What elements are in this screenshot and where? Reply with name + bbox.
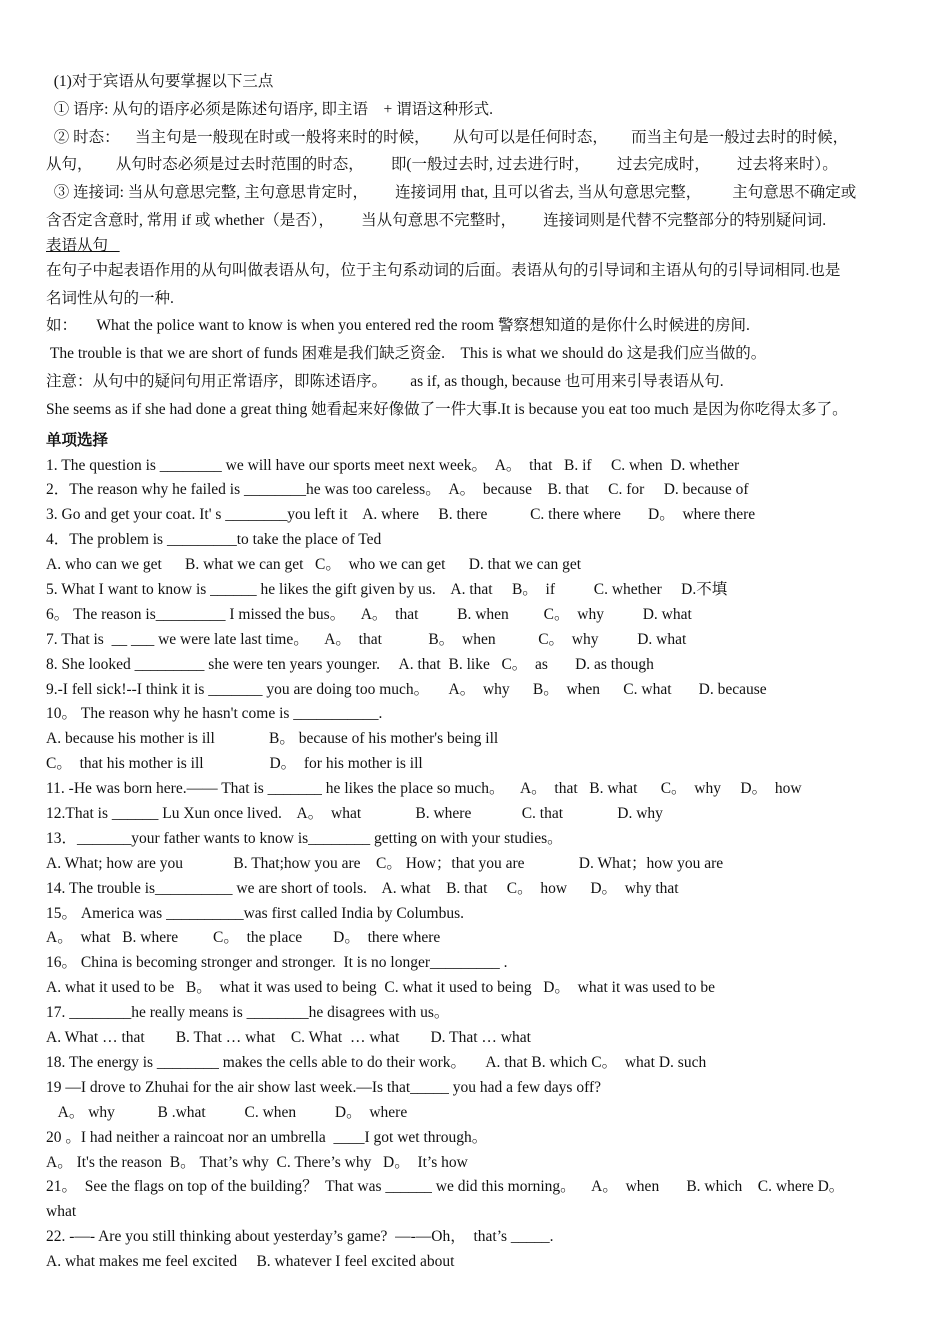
question-line: 15。 America was __________was first called India by Columbus.	[46, 904, 464, 922]
question-line: 19 —I drove to Zhuhai for the air show last week.—Is that_____ you had a few days off?	[46, 1078, 601, 1096]
intro-line: (1)对于宾语从句要掌握以下三点	[46, 73, 274, 90]
body-line: 名词性从句的一种.	[46, 289, 174, 307]
intro-block	[46, 68, 908, 235]
question-line: 4．The problem is _________to take the place of Ted	[46, 531, 382, 549]
question-line: 8. She looked _________ she were ten years younger. A. that B. like C。 as D. as though	[46, 655, 654, 673]
body-line: 注意：从句中的疑问句用正常语序，即陈述语序。 as if, as though, because 也可用来引导表语从句.	[46, 372, 724, 390]
body-line: The trouble is that we are short of funds 困难是我们缺乏资金. This is what we should do 这是我们应当做的。	[46, 345, 767, 363]
question-line: 21。 See the flags on top of the building？ That was ______ we did this morning。 A。 when B. which C. where D。	[46, 1178, 845, 1196]
question-line: 13．_______your father wants to know is________ getting on with your studies。	[46, 829, 563, 847]
question-line: 5. What I want to know is ______ he likes the gift given by us. A. that B。 if C. whether D.不填	[46, 581, 728, 599]
question-line: 3. Go and get your coat. It' s ________you left it A. where B. there C. there where D。 where there	[46, 506, 756, 524]
intro-line: ③ 连接词: 当从句意思完整, 主句意思肯定时， 连接词用 that, 且可以省去, 当从句意思完整， 主句意思不确定或	[46, 184, 857, 202]
question-line: what	[46, 1203, 77, 1221]
question-line: 6。 The reason is_________ I missed the bus。 A。 that B. when C。 why D. what	[46, 605, 692, 623]
question-line: A. What … that B. That … what C. What … what D. That … what	[46, 1029, 531, 1047]
question-line: 12.That is ______ Lu Xun once lived. A。 what B. where C. that D. why	[46, 805, 663, 823]
intro-line: 从句， 从句时态必须是过去时范围的时态， 即(一般过去时, 过去进行时， 过去完成时， 过去将来时）。	[46, 156, 838, 174]
section-title: 表语从句	[46, 236, 120, 254]
question-line: A. What; how are you B. That;how you are C。 How；that you are D. What；how you are	[46, 854, 724, 872]
question-line: 16。 China is becoming stronger and stronger. It is no longer_________ .	[46, 954, 508, 972]
question-line: 11. -He was born here.—— That is _______ he likes the place so much。 A。 that B. what C。 why D。 how	[46, 780, 802, 798]
question-line: A. who can we get B. what we can get C。 who we can get D. that we can get	[46, 556, 582, 574]
question-line: 14. The trouble is__________ we are short of tools. A. what B. that C。 how D。 why that	[46, 879, 679, 897]
intro-line: ① 语序: 从句的语序必须是陈述句语序, 即主语 + 谓语这种形式.	[46, 100, 494, 118]
body-line: 如： What the police want to know is when you entered red the room 警察想知道的是你什么时候进的房间.	[46, 317, 750, 335]
question-line: C。 that his mother is ill D。 for his mother is ill	[46, 755, 423, 773]
question-line: A。 why B .what C. when D。 where	[46, 1103, 408, 1121]
question-line: 2．The reason why he failed is ________he was too careless。 A。 because B. that C. for D. because of	[46, 481, 749, 499]
question-line: 20 。I had neither a raincoat nor an umbrella ____I got wet through。	[46, 1128, 488, 1146]
intro-line: ② 时态： 当主句是一般现在时或一般将来时的时候， 从句可以是任何时态， 而当主句是一般过去时的时候，	[46, 128, 849, 146]
question-line: 22. -—- Are you still thinking about yesterday’s game? —-—Oh， that’s _____.	[46, 1228, 554, 1246]
question-line: A. because his mother is ill B。 because of his mother's being ill	[46, 730, 499, 748]
intro-line: 含否定含意时, 常用 if 或 whether（是否）， 当从句意思不完整时， 连接词则是代替不完整部分的特别疑问词.	[46, 211, 827, 229]
body-line: She seems as if she had done a great thing 她看起来好像做了一件大事.It is because you eat too much 是因为你吃得太多了。	[46, 400, 848, 418]
question-line: 17. ________he really means is ________he disagrees with us。	[46, 1004, 450, 1022]
exercise-title: 单项选择	[46, 431, 109, 449]
question-line: A。 It's the reason B。 That’s why C. There’s why D。 It’s how	[46, 1153, 468, 1171]
section-body	[46, 257, 908, 424]
question-line: 9.-I fell sick!--I think it is _______ you are doing too much。 A。 why B。 when C. what D. because	[46, 680, 767, 698]
question-line: 7. That is __ ___ we were late last time。 A。 that B。 when C。 why D. what	[46, 630, 687, 648]
question-line: 10。 The reason why he hasn't come is ___________.	[46, 705, 383, 723]
document-page	[46, 68, 908, 1275]
question-line: 1. The question is ________ we will have our sports meet next week。 A。 that B. if C. when D. whether	[46, 456, 740, 474]
question-line: A. what makes me feel excited B. whatever I feel excited about	[46, 1253, 455, 1271]
question-line: 18. The energy is ________ makes the cells able to do their work。 A. that B. which C。 what D. such	[46, 1053, 707, 1071]
question-list	[46, 454, 908, 1275]
question-line: A。 what B. where C。 the place D。 there where	[46, 929, 441, 947]
body-line: 在句子中起表语作用的从句叫做表语从句，位于主句系动词的后面。表语从句的引导词和主语从句的引导词相同.也是	[46, 261, 841, 279]
question-line: A. what it used to be B。 what it was used to being C. what it used to being D。 what it was used to be	[46, 979, 715, 997]
